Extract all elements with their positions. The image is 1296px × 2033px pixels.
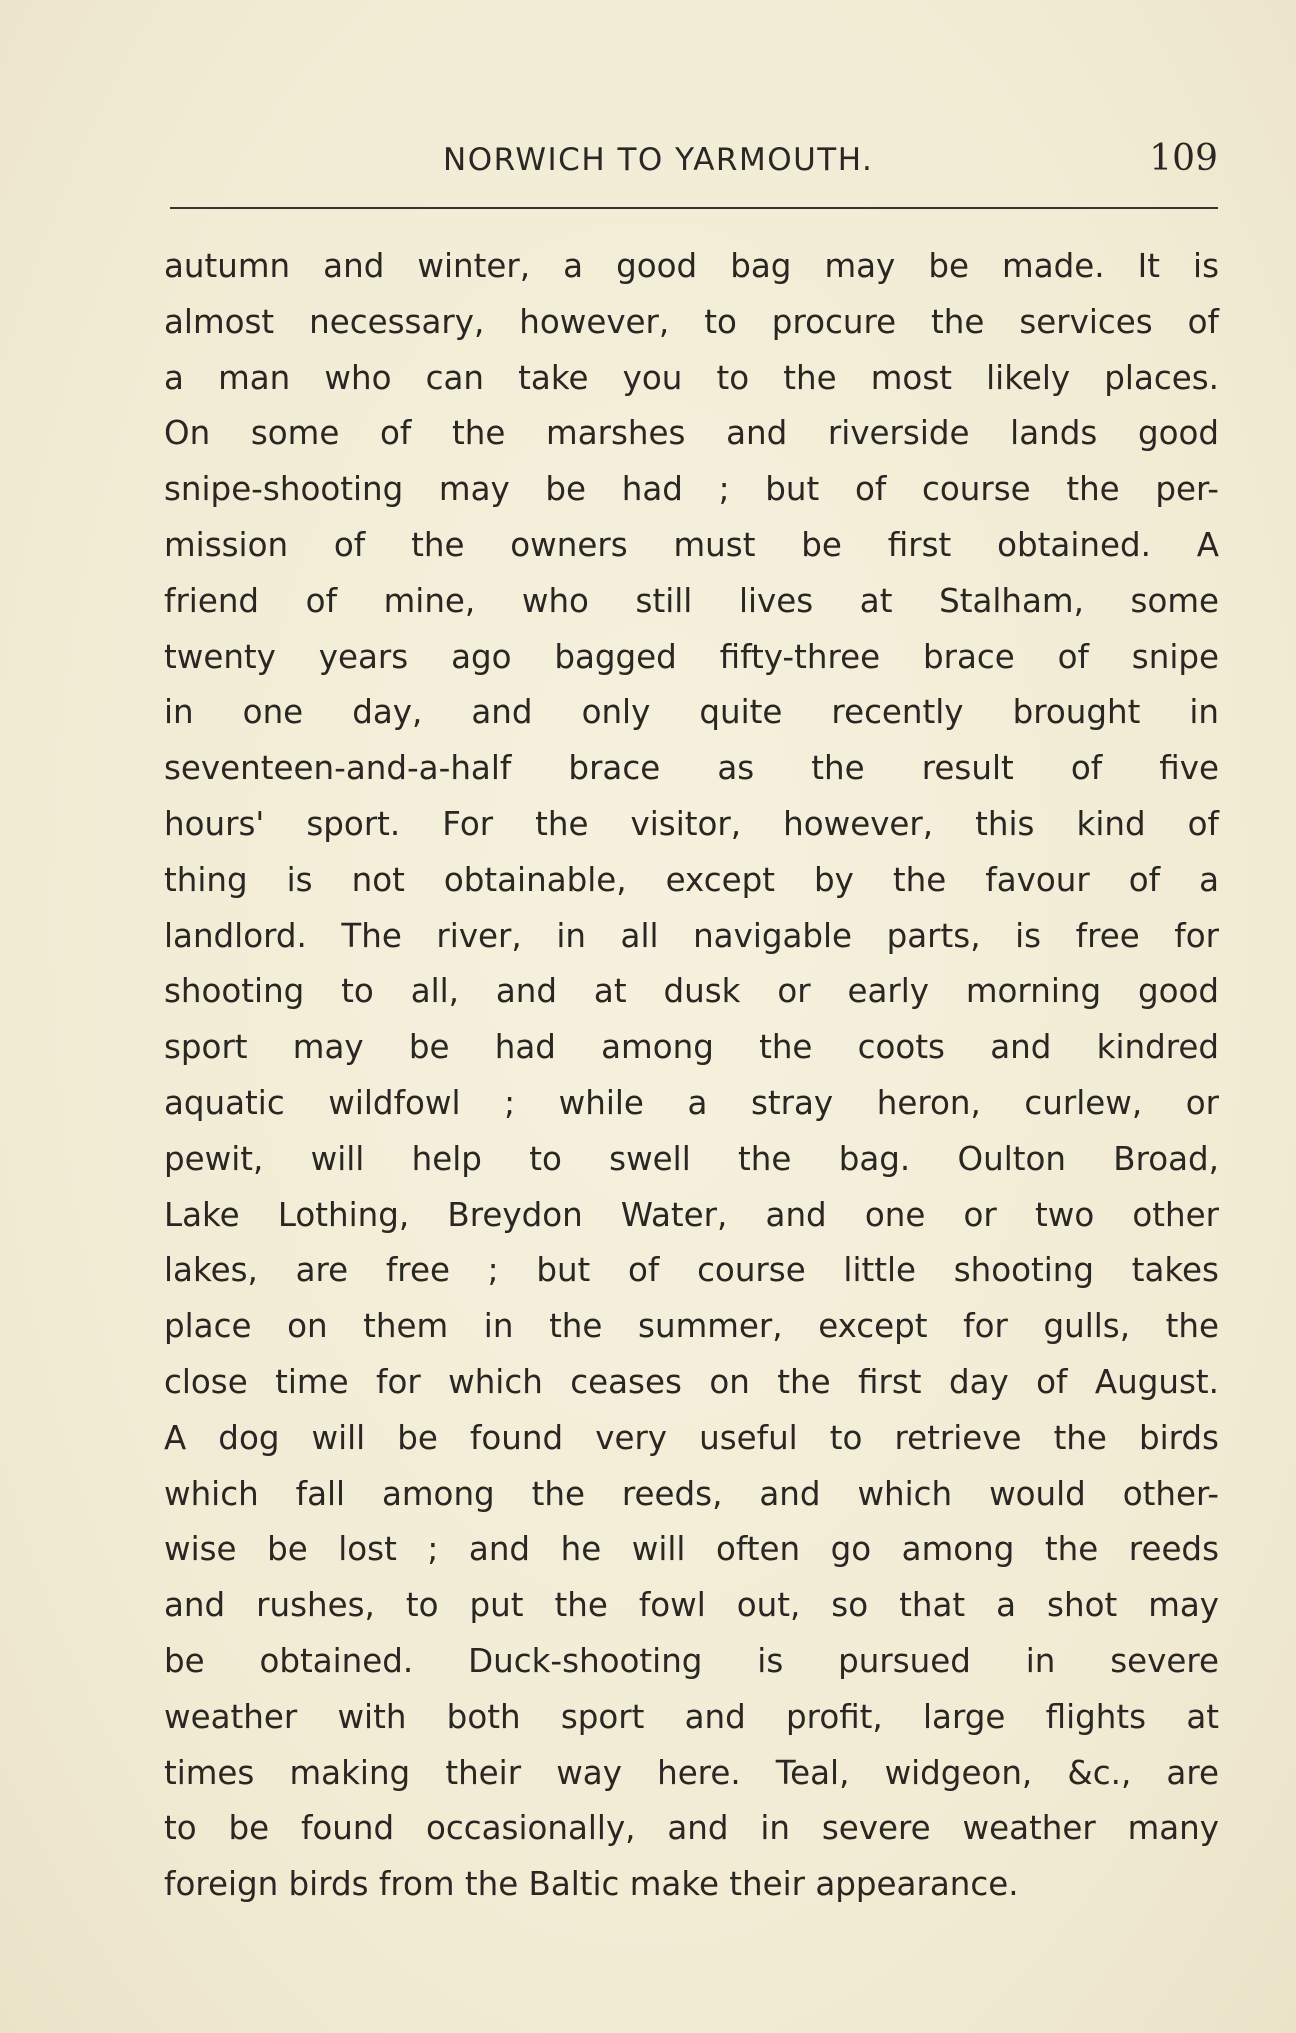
text-line: place on them in the summer, except for gulls, the bbox=[164, 1307, 1219, 1346]
text-line: hours' sport. For the visitor, however, this kind of bbox=[164, 804, 1219, 843]
text-line: Lake Lothing, Breydon Water, and one or two other bbox=[164, 1195, 1219, 1234]
text-line: and rushes, to put the fowl out, so that a shot may bbox=[164, 1586, 1219, 1625]
text-line: thing is not obtainable, except by the favour of a bbox=[164, 860, 1219, 899]
text-line: friend of mine, who still lives at Stalham, some bbox=[164, 581, 1219, 620]
text-line: a man who can take you to the most likely places. bbox=[164, 358, 1219, 397]
text-line: aquatic wildfowl ; while a stray heron, curlew, or bbox=[164, 1083, 1219, 1122]
text-line: sport may be had among the coots and kindred bbox=[164, 1028, 1219, 1067]
text-line: almost necessary, however, to procure the services of bbox=[164, 302, 1219, 341]
text-line: A dog will be found very useful to retrieve the birds bbox=[164, 1418, 1219, 1457]
text-line: autumn and winter, a good bag may be made. It is bbox=[164, 247, 1219, 285]
text-line: mission of the owners must be first obtained. A bbox=[164, 525, 1219, 564]
text-line: pewit, will help to swell the bag. Oulton Broad, bbox=[164, 1139, 1219, 1178]
text-line: to be found occasionally, and in severe weather many bbox=[164, 1809, 1219, 1848]
text-line: in one day, and only quite recently brought in bbox=[164, 693, 1219, 732]
running-title: NORWICH TO YARMOUTH. bbox=[443, 142, 874, 178]
body-paragraph bbox=[164, 239, 1219, 1913]
text-line: wise be lost ; and he will often go among the reeds bbox=[164, 1530, 1219, 1569]
text-line: shooting to all, and at dusk or early morning good bbox=[164, 972, 1219, 1011]
page-header bbox=[168, 138, 1218, 192]
text-line: times making their way here. Teal, widgeon, &c., are bbox=[164, 1753, 1219, 1792]
text-line: weather with both sport and profit, large flights at bbox=[164, 1697, 1219, 1736]
text-line: which fall among the reeds, and which would other- bbox=[164, 1474, 1219, 1513]
text-line: foreign birds from the Baltic make their appearance. bbox=[164, 1865, 1019, 1904]
header-rule bbox=[170, 207, 1218, 209]
text-line: lakes, are free ; but of course little shooting takes bbox=[164, 1251, 1219, 1290]
page-number: 109 bbox=[1149, 138, 1218, 179]
text-line: close time for which ceases on the first day of August. bbox=[164, 1362, 1219, 1401]
text-line: seventeen-and-a-half brace as the result of five bbox=[164, 749, 1219, 788]
text-line: be obtained. Duck-shooting is pursued in severe bbox=[164, 1641, 1219, 1680]
text-line: landlord. The river, in all navigable parts, is free for bbox=[164, 916, 1219, 955]
text-line: On some of the marshes and riverside lands good bbox=[164, 414, 1219, 453]
text-line: twenty years ago bagged fifty-three brace of snipe bbox=[164, 637, 1219, 676]
text-line: snipe-shooting may be had ; but of course the per- bbox=[164, 470, 1219, 509]
